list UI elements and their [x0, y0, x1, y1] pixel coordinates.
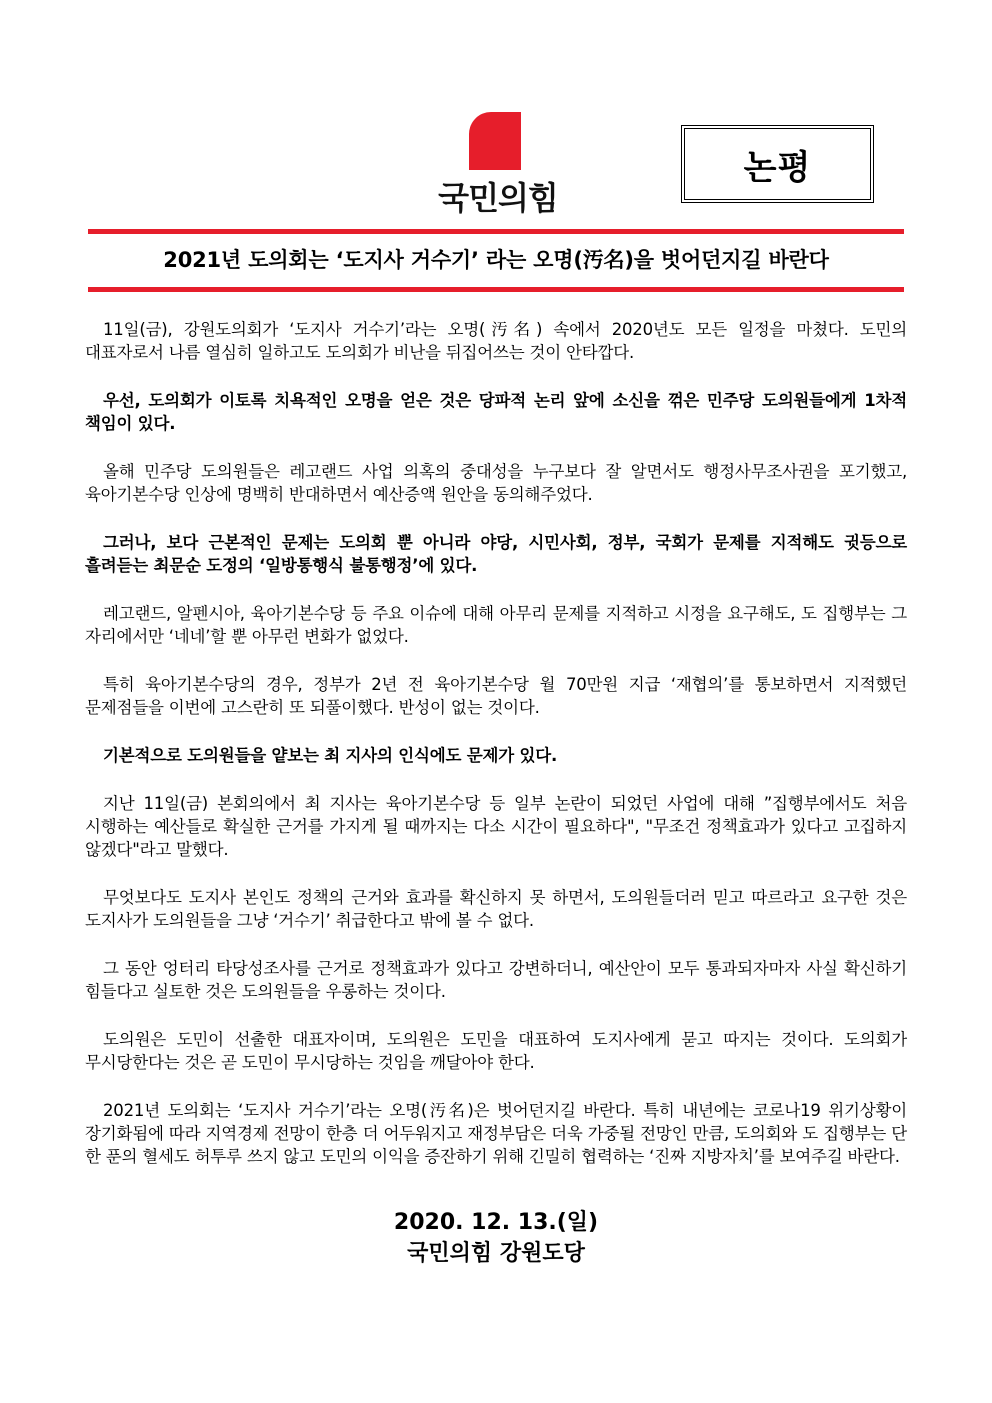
paragraph-11: 도의원은 도민이 선출한 대표자이며, 도의원은 도민을 대표하여 도지사에게 묻고 따지는 것이다. 도의회가 무시당한다는 것은 곧 도민이 무시당하는 것임을 깨달아야 한다. — [85, 1030, 907, 1072]
paragraph-10: 그 동안 엉터리 타당성조사를 근거로 정책효과가 있다고 강변하더니, 예산안이 모두 통과되자마자 사실 확신하기 힘들다고 실토한 것은 도의원들을 우롱하는 것이다. — [85, 959, 907, 1001]
article-body — [85, 318, 907, 1193]
release-date: 2020. 12. 13.(일) — [393, 1210, 599, 1235]
document-type-label: 논평 — [743, 147, 812, 188]
party-logo-text: 국민의힘 — [438, 179, 558, 217]
issuer-signature: 국민의힘 강원도당 — [407, 1241, 585, 1266]
paragraph-4: 그러나, 보다 근본적인 문제는 도의회 뿐 아니라 야당, 시민사회, 정부, 국회가 문제를 지적해도 귓등으로 흘려듣는 최문순 도정의 ‘일방통행식 불통행정’에 있다. — [85, 533, 907, 575]
paragraph-2: 우선, 도의회가 이토록 치욕적인 오명을 얻은 것은 당파적 논리 앞에 소신을 꺾은 민주당 도의원들에게 1차적 책임이 있다. — [85, 391, 907, 433]
paragraph-12: 2021년 도의회는 ‘도지사 거수기’라는 오명(汚名)은 벗어던지길 바란다. 특히 내년에는 코로나19 위기상황이 장기화됨에 따라 지역경제 전망이 한층 더 어두워지고 재정부담은 더욱 가중될 전망인 만큼, 도의회와 도 집행부는 단 한 푼의 혈세도 허투루 쓰지 않고 도민의 이익을 증잔하기 위해 긴밀히 협력하는 ‘진짜 지방자치’를 보여주길 바란다. — [85, 1101, 907, 1166]
paragraph-3: 올해 민주당 도의원들은 레고랜드 사업 의혹의 중대성을 누구보다 잘 알면서도 행정사무조사권을 포기했고, 육아기본수당 인상에 명백히 반대하면서 예산증액 원안을 동의해주었다. — [85, 462, 907, 504]
paragraph-6: 특히 육아기본수당의 경우, 정부가 2년 전 육아기본수당 월 70만원 지급 ‘재협의’를 통보하면서 지적했던 문제점들을 이번에 고스란히 또 되풀이했다. 반성이 없는 것이다. — [85, 675, 907, 717]
party-logo-mark — [469, 112, 521, 170]
paragraph-1: 11일(금), 강원도의회가 ‘도지사 거수기’라는 오명(汚名) 속에서 2020년도 모든 일정을 마쳤다. 도민의 대표자로서 나름 열심히 일하고도 도의회가 비난을 뒤집어쓰는 것이 안타깝다. — [85, 320, 907, 362]
paragraph-5: 레고랜드, 알펜시아, 육아기본수당 등 주요 이슈에 대해 아무리 문제를 지적하고 시정을 요구해도, 도 집행부는 그 자리에서만 ‘네네’할 뿐 아무런 변화가 없었다. — [85, 604, 907, 646]
headline: 2021년 도의회는 ‘도지사 거수기’ 라는 오명(汚名)을 벗어던지길 바란다 — [163, 248, 829, 272]
paragraph-8: 지난 11일(금) 본회의에서 최 지사는 육아기본수당 등 일부 논란이 되었던 사업에 대해 ”집행부에서도 처음 시행하는 예산들로 확실한 근거를 가지게 될 때까지는 다소 시간이 필요하다", "무조건 정책효과가 있다고 고집하지 않겠다"라고 말했다. — [85, 794, 907, 859]
paragraph-9: 무엇보다도 도지사 본인도 정책의 근거와 효과를 확신하지 못 하면서, 도의원들더러 믿고 따르라고 요구한 것은 도지사가 도의원들을 그냥 ‘거수기’ 취급한다고 밖에 볼 수 없다. — [85, 888, 907, 930]
headline-bottom-rule — [88, 287, 904, 292]
paragraph-7: 기본적으로 도의원들을 얕보는 최 지사의 인식에도 문제가 있다. — [103, 746, 558, 765]
document-type-box — [681, 125, 874, 203]
headline-top-rule — [88, 229, 904, 234]
